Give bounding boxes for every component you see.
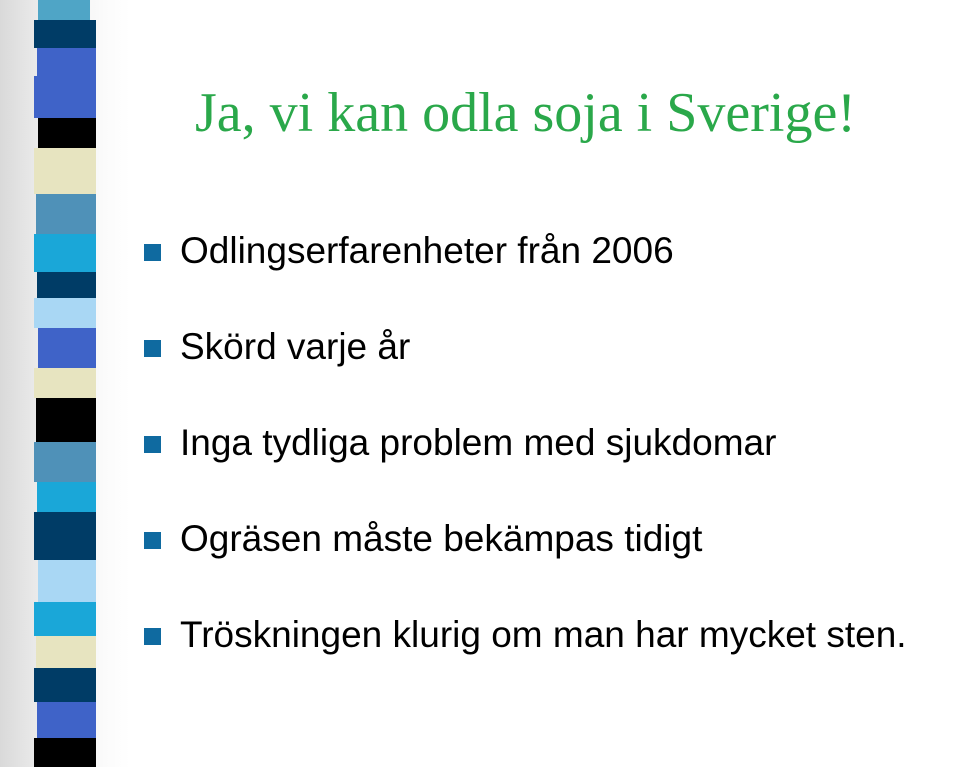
stripe-block (36, 398, 96, 442)
stripe-block (34, 76, 96, 118)
stripe-block (34, 20, 96, 48)
stripe-block (34, 442, 96, 482)
stripe-block (36, 636, 96, 668)
square-bullet-icon (144, 628, 161, 645)
stripe-block (34, 512, 96, 560)
square-bullet-icon (144, 532, 161, 549)
bullet-item (144, 607, 960, 703)
bullet-text: Skörd varje år (180, 326, 411, 367)
stripe-block (34, 148, 96, 194)
square-bullet-icon (144, 244, 161, 261)
stripe-block (37, 48, 96, 76)
decorative-stripe (34, 0, 100, 767)
stripe-block (37, 702, 96, 738)
bullet-text: Tröskningen klurig om man har mycket sten. (180, 614, 907, 655)
bullet-item (144, 511, 960, 607)
stripe-block (37, 272, 96, 298)
stripe-block (34, 668, 96, 702)
bullet-text: Inga tydliga problem med sjukdomar (180, 422, 777, 463)
slide-title: Ja, vi kan odla soja i Sverige! (195, 82, 856, 144)
bullet-list (144, 223, 960, 703)
bullet-text: Odlingserfarenheter från 2006 (180, 230, 674, 271)
stripe-block (38, 0, 90, 20)
bullet-item (144, 319, 960, 415)
stripe-block (38, 328, 96, 368)
stripe-block (34, 298, 96, 328)
stripe-block (34, 234, 96, 272)
stripe-block (34, 368, 96, 398)
bullet-item (144, 415, 960, 511)
stripe-block (38, 560, 96, 602)
bullet-text: Ogräsen måste bekämpas tidigt (180, 518, 703, 559)
stripe-block (37, 482, 96, 512)
square-bullet-icon (144, 340, 161, 357)
stripe-block (36, 194, 96, 234)
square-bullet-icon (144, 436, 161, 453)
stripe-block (34, 602, 96, 636)
stripe-block (34, 738, 96, 767)
stripe-block (38, 118, 96, 148)
bullet-item (144, 223, 960, 319)
